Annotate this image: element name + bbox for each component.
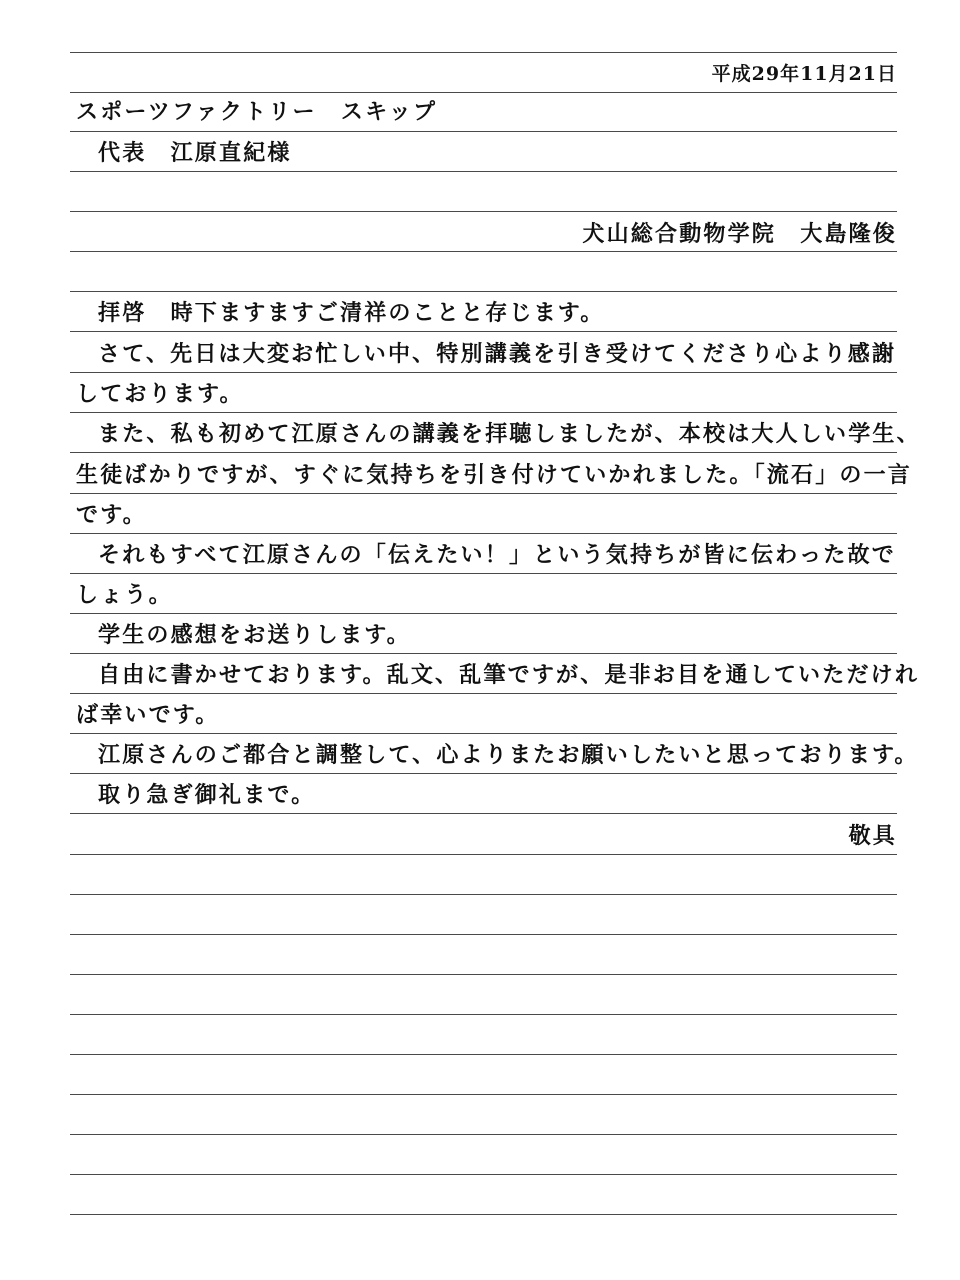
ruled-line	[70, 1134, 897, 1135]
ruled-line	[70, 412, 897, 413]
ruled-line	[70, 1174, 897, 1175]
ruled-line	[70, 653, 897, 654]
ruled-line	[70, 1014, 897, 1015]
ruled-line	[70, 452, 897, 453]
body-line: ば幸いです。	[76, 702, 220, 728]
ruled-line	[70, 493, 897, 494]
ruled-line	[70, 974, 897, 975]
ruled-line	[70, 1214, 897, 1215]
ruled-line	[70, 52, 897, 53]
ruled-line	[70, 934, 897, 935]
ruled-line	[70, 813, 897, 814]
ruled-line	[70, 171, 897, 172]
letter-date: 平成29年11月21日	[711, 63, 897, 85]
body-line: 取り急ぎ御礼まで。	[98, 782, 316, 808]
ruled-line	[70, 733, 897, 734]
body-line: です。	[76, 502, 147, 528]
ruled-line	[70, 573, 897, 574]
ruled-line	[70, 693, 897, 694]
ruled-line	[70, 773, 897, 774]
ruled-line	[70, 211, 897, 212]
body-line: 生徒ばかりですが、すぐに気持ちを引き付けていかれました。「流石」の一言	[76, 462, 913, 488]
ruled-line	[70, 372, 897, 373]
body-line: しております。	[76, 381, 244, 407]
ruled-line	[70, 894, 897, 895]
body-line: それもすべて江原さんの「伝えたい！」という気持ちが皆に伝わった故で	[98, 542, 896, 568]
body-line: 江原さんのご都合と調整して、心よりまたお願いしたいと思っております。	[98, 742, 919, 768]
closing: 敬具	[848, 823, 897, 849]
recipient-company: スポーツファクトリー スキップ	[76, 99, 438, 125]
body-line: 学生の感想をお送りします。	[98, 622, 411, 648]
recipient-person: 代表 江原直紀様	[98, 140, 292, 166]
ruled-line	[70, 1094, 897, 1095]
ruled-line	[70, 131, 897, 132]
ruled-line	[70, 331, 897, 332]
body-line: さて、先日は大変お忙しい中、特別講義を引き受けてくださり心より感謝	[98, 341, 897, 367]
ruled-line	[70, 854, 897, 855]
body-line: 自由に書かせております。乱文、乱筆ですが、是非お目を通していただけれ	[98, 662, 920, 688]
sender-name: 犬山総合動物学院 大島隆俊	[582, 221, 897, 247]
ruled-line	[70, 1054, 897, 1055]
body-line: また、私も初めて江原さんの講義を拝聴しましたが、本校は大人しい学生、	[98, 421, 921, 447]
ruled-line	[70, 291, 897, 292]
body-line: しょう。	[76, 582, 173, 608]
ruled-line	[70, 613, 897, 614]
ruled-line	[70, 533, 897, 534]
body-line: 拝啓 時下ますますご清祥のことと存じます。	[98, 300, 605, 326]
ruled-line	[70, 251, 897, 252]
ruled-line	[70, 92, 897, 93]
